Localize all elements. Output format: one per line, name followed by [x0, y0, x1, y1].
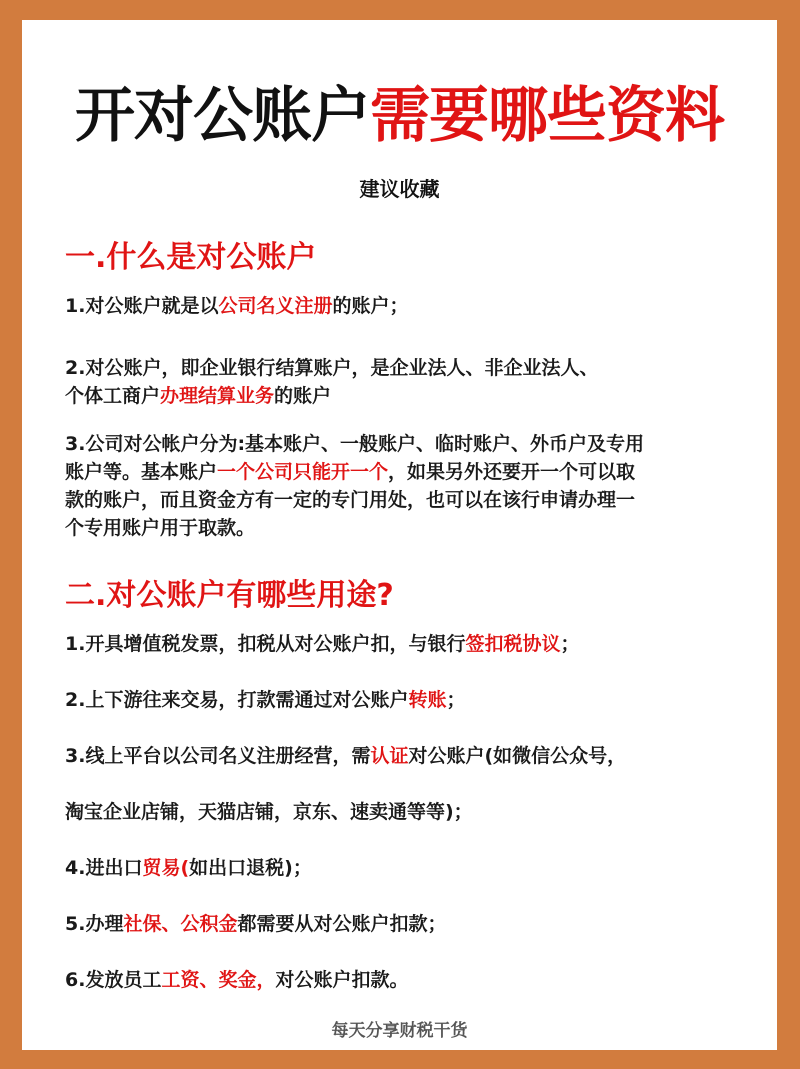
text-line [65, 382, 765, 410]
text-line: 3.公司对公帐户分为:基本账户、一般账户、临时账户、外币户及专用 [65, 433, 645, 455]
text: 的账户； [332, 295, 409, 317]
section2-item-1 [65, 630, 765, 658]
content-card [22, 20, 777, 1050]
section2-item-4 [65, 854, 765, 882]
text: ； [446, 689, 466, 711]
footer-tagline: 每天分享财税干货 [331, 1021, 468, 1041]
section1-paragraph-2 [65, 354, 765, 410]
highlight: 认证 [370, 745, 409, 767]
text: 3.线上平台以公司名义注册经营，需 [65, 745, 371, 767]
text: 6.发放员工 [65, 969, 162, 991]
text-line: 2.对公账户，即企业银行结算账户，是企业法人、非企业法人、 [65, 357, 599, 379]
text: 对公账户(如微信公众号， [408, 745, 627, 767]
text: 1.开具增值税发票，扣税从对公账户扣，与银行 [65, 633, 466, 655]
page-subtitle: 建议收藏 [359, 177, 440, 201]
section2-item-3-continued: 淘宝企业店铺，天猫店铺，京东、速卖通等等)； [65, 801, 473, 823]
highlight: 转账 [408, 689, 447, 711]
text: 1.对公账户就是以 [65, 295, 219, 317]
text: ，如果另外还要开一个可以取 [388, 461, 636, 483]
section1-paragraph-1 [65, 292, 765, 320]
text: 账户等。基本账户 [65, 461, 218, 483]
highlight: 签扣税协议 [465, 633, 561, 655]
text: 2.上下游往来交易，打款需通过对公账户 [65, 689, 409, 711]
highlight: 贸易( [142, 857, 190, 879]
page-title [22, 80, 777, 152]
title-red: 需要哪些资料 [370, 81, 724, 151]
section2-item-6 [65, 966, 765, 994]
section2-item-5 [65, 910, 765, 938]
section1-paragraph-3 [65, 430, 765, 542]
text: 4.进出口 [65, 857, 143, 879]
highlight: 工资、奖金， [161, 969, 276, 991]
section2-item-3 [65, 742, 765, 770]
text: 个体工商户 [65, 385, 161, 407]
text: 5.办理 [65, 913, 124, 935]
text: ； [560, 633, 580, 655]
text-line: 款的账户，而且资金方有一定的专门用处，也可以在该行申请办理一 [65, 489, 636, 511]
text: 对公账户扣款。 [275, 969, 409, 991]
title-black: 开对公账户 [75, 81, 370, 151]
highlight: 社保、公积金 [123, 913, 238, 935]
highlight: 一个公司只能开一个 [217, 461, 389, 483]
section2-item-2 [65, 686, 765, 714]
highlight: 办理结算业务 [160, 385, 275, 407]
text: 都需要从对公账户扣款； [237, 913, 447, 935]
section1-heading: 一.什么是对公账户 [65, 240, 317, 275]
text: 如出口退税)； [189, 857, 312, 879]
highlight: 公司名义注册 [218, 295, 333, 317]
section2-heading: 二.对公账户有哪些用途? [65, 578, 394, 613]
text-line: 个专用账户用于取款。 [65, 517, 256, 539]
text-line [65, 458, 765, 486]
text: 的账户 [274, 385, 332, 407]
